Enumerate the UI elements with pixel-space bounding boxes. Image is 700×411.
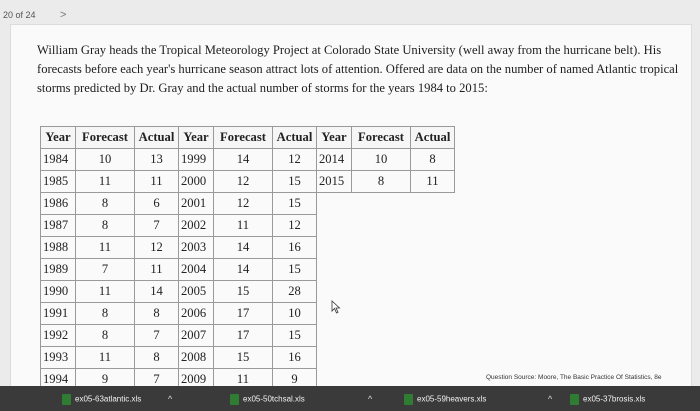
table-cell: 2002	[179, 215, 214, 237]
table-cell: 2014	[317, 149, 352, 171]
empty-cell	[352, 259, 411, 281]
header-actual: Actual	[135, 127, 179, 149]
empty-cell	[352, 281, 411, 303]
table-cell: 2006	[179, 303, 214, 325]
table-header-row	[41, 127, 455, 149]
table-cell: 15	[273, 325, 317, 347]
table-cell: 8	[76, 325, 135, 347]
table-cell: 9	[273, 369, 317, 391]
table-cell: 10	[273, 303, 317, 325]
table-cell: 15	[273, 259, 317, 281]
table-cell: 2005	[179, 281, 214, 303]
table-cell: 11	[135, 259, 179, 281]
table-row	[41, 347, 455, 369]
table-cell: 2000	[179, 171, 214, 193]
table-cell: 14	[214, 149, 273, 171]
table-cell: 15	[273, 193, 317, 215]
table-cell: 1999	[179, 149, 214, 171]
empty-cell	[352, 303, 411, 325]
table-cell: 12	[273, 215, 317, 237]
table-cell: 2004	[179, 259, 214, 281]
header-forecast: Forecast	[76, 127, 135, 149]
header-forecast: Forecast	[352, 127, 411, 149]
table-cell: 8	[352, 171, 411, 193]
table-cell: 11	[76, 347, 135, 369]
table-cell: 7	[76, 259, 135, 281]
table-cell: 11	[214, 369, 273, 391]
table-cell: 12	[273, 149, 317, 171]
table-cell: 6	[135, 193, 179, 215]
table-cell: 11	[76, 237, 135, 259]
table-cell: 2009	[179, 369, 214, 391]
table-cell: 12	[214, 193, 273, 215]
table-row	[41, 259, 455, 281]
excel-file-icon	[62, 394, 71, 405]
table-cell: 2003	[179, 237, 214, 259]
table-cell: 1984	[41, 149, 76, 171]
table-cell: 15	[214, 347, 273, 369]
empty-cell	[317, 237, 352, 259]
table-cell: 7	[135, 369, 179, 391]
table-cell: 28	[273, 281, 317, 303]
table-cell: 17	[214, 303, 273, 325]
table-cell: 1991	[41, 303, 76, 325]
question-counter: 20 of 24	[3, 10, 36, 20]
header-year: Year	[41, 127, 76, 149]
table-cell: 13	[135, 149, 179, 171]
table-cell: 8	[135, 303, 179, 325]
table-cell: 14	[135, 281, 179, 303]
table-cell: 1990	[41, 281, 76, 303]
empty-cell	[411, 259, 455, 281]
next-question-icon[interactable]: >	[60, 9, 67, 21]
table-cell: 1992	[41, 325, 76, 347]
table-cell: 7	[135, 215, 179, 237]
table-cell: 8	[76, 193, 135, 215]
table-cell: 11	[76, 171, 135, 193]
chevron-up-icon[interactable]: ^	[168, 394, 173, 404]
empty-cell	[317, 193, 352, 215]
empty-cell	[352, 193, 411, 215]
empty-cell	[317, 215, 352, 237]
empty-cell	[411, 215, 455, 237]
table-cell: 7	[135, 325, 179, 347]
mouse-pointer-icon	[331, 300, 341, 314]
table-row	[41, 281, 455, 303]
table-cell: 1993	[41, 347, 76, 369]
excel-file-icon	[230, 394, 239, 405]
empty-cell	[317, 259, 352, 281]
table-cell: 11	[76, 281, 135, 303]
excel-file-icon	[570, 394, 579, 405]
table-cell: 12	[214, 171, 273, 193]
header-year: Year	[179, 127, 214, 149]
table-cell: 17	[214, 325, 273, 347]
download-item[interactable]	[570, 394, 645, 408]
empty-cell	[352, 215, 411, 237]
header-year: Year	[317, 127, 352, 149]
chevron-up-icon[interactable]: ^	[368, 394, 373, 404]
header-forecast: Forecast	[214, 127, 273, 149]
download-filename: ex05-37brosis.xls	[583, 394, 646, 404]
empty-cell	[352, 347, 411, 369]
table-cell: 11	[135, 171, 179, 193]
empty-cell	[317, 347, 352, 369]
table-cell: 14	[214, 259, 273, 281]
empty-cell	[411, 193, 455, 215]
table-cell: 2001	[179, 193, 214, 215]
question-text: William Gray heads the Tropical Meteorology Project at Colorado State University (well away from the hurricane belt). His forecasts before each year's hurricane season attract lots of attention. Offered are data on the number of named Atlantic tropical storms predicted by Dr. Gray and the actual number of storms for the years 1984 to 2015:	[37, 43, 679, 95]
table-cell: 1994	[41, 369, 76, 391]
table-row	[41, 149, 455, 171]
table-cell: 9	[76, 369, 135, 391]
empty-cell	[411, 347, 455, 369]
table-cell: 15	[214, 281, 273, 303]
empty-cell	[352, 325, 411, 347]
table-cell: 1988	[41, 237, 76, 259]
table-cell: 8	[135, 347, 179, 369]
header-actual: Actual	[273, 127, 317, 149]
table-cell: 8	[411, 149, 455, 171]
table-row	[41, 193, 455, 215]
empty-cell	[411, 237, 455, 259]
download-filename: ex05-50tchsal.xls	[243, 394, 305, 404]
question-source: Question Source: Moore, The Basic Practice Of Statistics, 8e	[486, 374, 662, 381]
table-cell: 1987	[41, 215, 76, 237]
table-cell: 16	[273, 347, 317, 369]
excel-file-icon	[404, 394, 413, 405]
storm-data-table	[40, 126, 455, 391]
empty-cell	[352, 237, 411, 259]
table-cell: 2015	[317, 171, 352, 193]
table-cell: 12	[135, 237, 179, 259]
table-cell: 2008	[179, 347, 214, 369]
download-filename: ex05-63atlantic.xls	[75, 394, 142, 404]
empty-cell	[411, 325, 455, 347]
table-row	[41, 237, 455, 259]
table-row	[41, 325, 455, 347]
table-cell: 1986	[41, 193, 76, 215]
table-cell: 1985	[41, 171, 76, 193]
header-actual: Actual	[411, 127, 455, 149]
download-item[interactable]	[230, 394, 305, 408]
table-cell: 1989	[41, 259, 76, 281]
download-item[interactable]	[404, 394, 486, 408]
empty-cell	[411, 281, 455, 303]
table-cell: 15	[273, 171, 317, 193]
table-cell: 8	[76, 303, 135, 325]
table-cell: 2007	[179, 325, 214, 347]
table-cell: 8	[76, 215, 135, 237]
table-row	[41, 171, 455, 193]
table-cell: 10	[76, 149, 135, 171]
download-filename: ex05-59heavers.xls	[417, 394, 487, 404]
downloads-bar	[0, 386, 700, 411]
table-row	[41, 215, 455, 237]
table-row	[41, 303, 455, 325]
table-cell: 11	[411, 171, 455, 193]
empty-cell	[411, 303, 455, 325]
table-cell: 14	[214, 237, 273, 259]
table-cell: 10	[352, 149, 411, 171]
table-cell: 11	[214, 215, 273, 237]
download-item[interactable]	[62, 394, 141, 408]
empty-cell	[317, 325, 352, 347]
chevron-up-icon[interactable]: ^	[548, 394, 553, 404]
table-cell: 16	[273, 237, 317, 259]
